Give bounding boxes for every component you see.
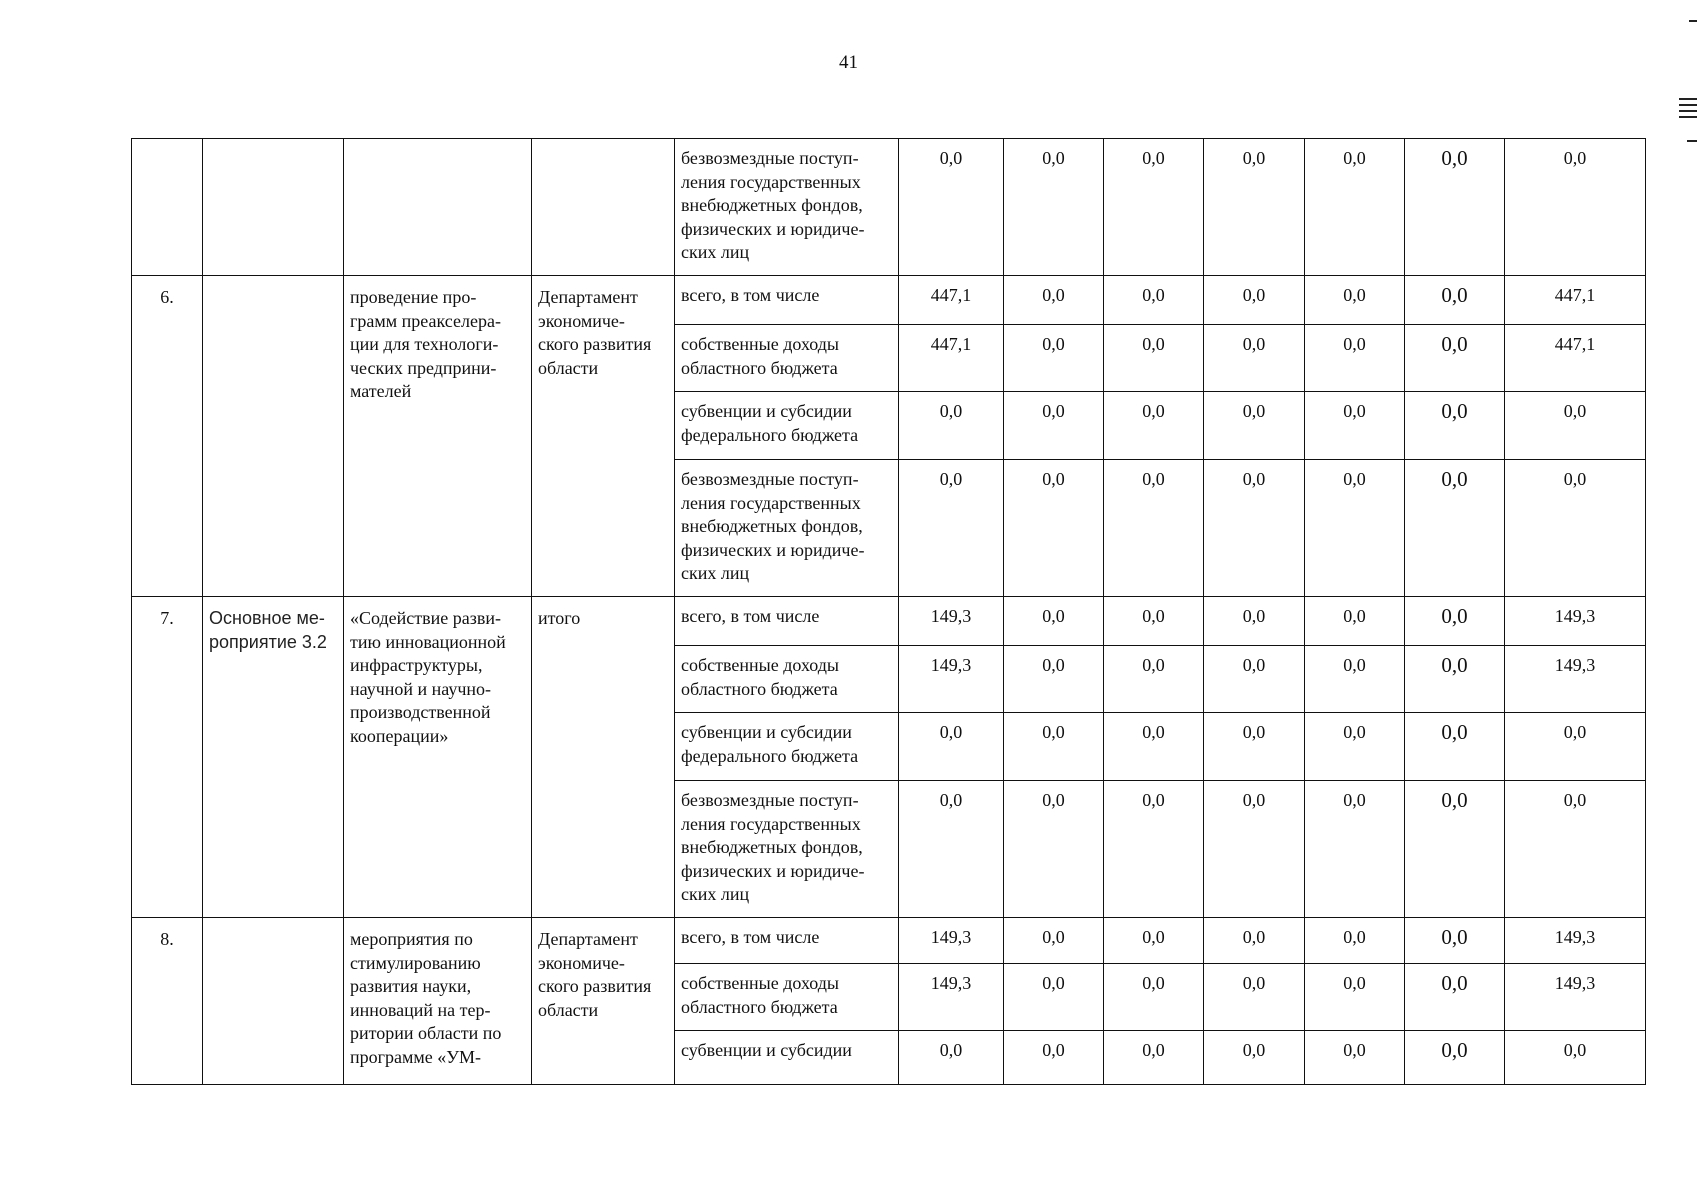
executor-cell: [532, 139, 675, 276]
amount-cell: 149,3: [1505, 918, 1646, 964]
amount-cell: 0,0: [1104, 1031, 1204, 1085]
funding-source-cell: всего, в том числе: [675, 597, 899, 646]
amount-cell: 0,0: [1104, 392, 1204, 460]
amount-cell: 0,0: [1305, 392, 1405, 460]
amount-cell: 0,0: [1305, 918, 1405, 964]
amount-cell: 0,0: [1204, 1031, 1305, 1085]
amount-cell: 149,3: [899, 964, 1004, 1031]
amount-cell: 0,0: [1405, 781, 1505, 918]
budget-table: [131, 138, 1646, 1085]
amount-cell: 0,0: [899, 1031, 1004, 1085]
event-type-cell: Основное ме- роприятие 3.2: [203, 597, 344, 918]
amount-cell: 0,0: [1004, 597, 1104, 646]
row-number-cell: 7.: [132, 597, 203, 918]
amount-cell: 0,0: [1505, 139, 1646, 276]
amount-cell: 0,0: [1004, 392, 1104, 460]
amount-cell: 0,0: [1505, 392, 1646, 460]
amount-cell: 0,0: [899, 781, 1004, 918]
amount-cell: 0,0: [1004, 325, 1104, 392]
funding-source-cell: субвенции и субсидии федерального бюджета: [675, 713, 899, 781]
amount-cell: 0,0: [1204, 964, 1305, 1031]
amount-cell: 149,3: [1505, 597, 1646, 646]
amount-cell: 0,0: [1405, 918, 1505, 964]
amount-cell: 0,0: [1104, 964, 1204, 1031]
funding-source-cell: собственные доходы областного бюджета: [675, 964, 899, 1031]
amount-cell: 0,0: [1104, 713, 1204, 781]
amount-cell: 0,0: [1104, 325, 1204, 392]
executor-cell: Департамент экономиче- ского развития области: [532, 918, 675, 1085]
amount-cell: 0,0: [899, 713, 1004, 781]
amount-cell: 0,0: [1305, 964, 1405, 1031]
amount-cell: 0,0: [1204, 276, 1305, 325]
amount-cell: 0,0: [1505, 713, 1646, 781]
table-row: [132, 276, 1646, 325]
table-row: [132, 597, 1646, 646]
amount-cell: 0,0: [1405, 325, 1505, 392]
amount-cell: 447,1: [899, 325, 1004, 392]
amount-cell: 0,0: [1305, 276, 1405, 325]
amount-cell: 149,3: [899, 597, 1004, 646]
funding-source-cell: безвозмездные поступ- ления государственных внебюджетных фондов, физических и юридиче- ских лиц: [675, 139, 899, 276]
amount-cell: 0,0: [1204, 139, 1305, 276]
amount-cell: 0,0: [1405, 460, 1505, 597]
amount-cell: 0,0: [1004, 276, 1104, 325]
row-number-cell: 8.: [132, 918, 203, 1085]
amount-cell: 0,0: [899, 460, 1004, 597]
funding-source-cell: безвозмездные поступ- ления государственных внебюджетных фондов, физических и юридиче- ских лиц: [675, 460, 899, 597]
amount-cell: 0,0: [1004, 1031, 1104, 1085]
funding-source-cell: собственные доходы областного бюджета: [675, 646, 899, 713]
row-number-cell: [132, 139, 203, 276]
amount-cell: 0,0: [1305, 597, 1405, 646]
amount-cell: 0,0: [1104, 918, 1204, 964]
funding-source-cell: всего, в том числе: [675, 276, 899, 325]
amount-cell: 0,0: [1004, 781, 1104, 918]
table-row: [132, 139, 1646, 276]
amount-cell: 0,0: [1204, 460, 1305, 597]
amount-cell: 0,0: [1405, 276, 1505, 325]
page-number: 41: [839, 52, 858, 73]
amount-cell: 0,0: [1305, 1031, 1405, 1085]
funding-source-cell: субвенции и субсидии: [675, 1031, 899, 1085]
event-name-cell: проведение про- грамм преакселера- ции для технологи- ческих предприни- мателей: [344, 276, 532, 597]
amount-cell: 0,0: [1405, 713, 1505, 781]
amount-cell: 0,0: [1204, 392, 1305, 460]
amount-cell: 0,0: [1305, 139, 1405, 276]
row-number-cell: 6.: [132, 276, 203, 597]
amount-cell: 0,0: [899, 392, 1004, 460]
amount-cell: 0,0: [1104, 781, 1204, 918]
amount-cell: 0,0: [1204, 918, 1305, 964]
executor-cell: Департамент экономиче- ского развития области: [532, 276, 675, 597]
amount-cell: 0,0: [1305, 713, 1405, 781]
amount-cell: 149,3: [899, 646, 1004, 713]
amount-cell: 149,3: [1505, 964, 1646, 1031]
amount-cell: 0,0: [1405, 1031, 1505, 1085]
event-type-cell: [203, 276, 344, 597]
amount-cell: 0,0: [1004, 646, 1104, 713]
amount-cell: 0,0: [1104, 597, 1204, 646]
amount-cell: 0,0: [1104, 276, 1204, 325]
amount-cell: 0,0: [1505, 781, 1646, 918]
amount-cell: 0,0: [1305, 325, 1405, 392]
event-name-cell: мероприятия по стимулированию развития науки, инноваций на тер- ритории области по программе «УМ-: [344, 918, 532, 1085]
amount-cell: 0,0: [1204, 713, 1305, 781]
scan-edge-marks: [1679, 0, 1697, 160]
amount-cell: 0,0: [1004, 460, 1104, 597]
amount-cell: 0,0: [899, 139, 1004, 276]
funding-source-cell: безвозмездные поступ- ления государственных внебюджетных фондов, физических и юридиче- ских лиц: [675, 781, 899, 918]
event-name-cell: [344, 139, 532, 276]
amount-cell: 0,0: [1204, 325, 1305, 392]
amount-cell: 149,3: [899, 918, 1004, 964]
amount-cell: 0,0: [1204, 646, 1305, 713]
event-name-cell: «Содействие разви- тию инновационной инфраструктуры, научной и научно- производственной кооперации»: [344, 597, 532, 918]
amount-cell: 447,1: [1505, 276, 1646, 325]
amount-cell: 0,0: [1004, 139, 1104, 276]
table-row: [132, 918, 1646, 964]
amount-cell: 0,0: [1305, 646, 1405, 713]
amount-cell: 447,1: [1505, 325, 1646, 392]
amount-cell: 0,0: [1004, 713, 1104, 781]
amount-cell: 0,0: [1405, 964, 1505, 1031]
amount-cell: 0,0: [1104, 460, 1204, 597]
amount-cell: 0,0: [1505, 1031, 1646, 1085]
event-type-cell: [203, 139, 344, 276]
amount-cell: 0,0: [1104, 139, 1204, 276]
executor-cell: итого: [532, 597, 675, 918]
amount-cell: 0,0: [1305, 781, 1405, 918]
amount-cell: 0,0: [1104, 646, 1204, 713]
amount-cell: 0,0: [1004, 964, 1104, 1031]
amount-cell: 0,0: [1505, 460, 1646, 597]
event-type-cell: [203, 918, 344, 1085]
amount-cell: 0,0: [1204, 597, 1305, 646]
funding-source-cell: всего, в том числе: [675, 918, 899, 964]
funding-source-cell: субвенции и субсидии федерального бюджета: [675, 392, 899, 460]
amount-cell: 0,0: [1004, 918, 1104, 964]
amount-cell: 447,1: [899, 276, 1004, 325]
funding-source-cell: собственные доходы областного бюджета: [675, 325, 899, 392]
amount-cell: 0,0: [1405, 597, 1505, 646]
amount-cell: 0,0: [1405, 646, 1505, 713]
amount-cell: 0,0: [1405, 139, 1505, 276]
amount-cell: 0,0: [1204, 781, 1305, 918]
amount-cell: 0,0: [1305, 460, 1405, 597]
amount-cell: 0,0: [1405, 392, 1505, 460]
amount-cell: 149,3: [1505, 646, 1646, 713]
